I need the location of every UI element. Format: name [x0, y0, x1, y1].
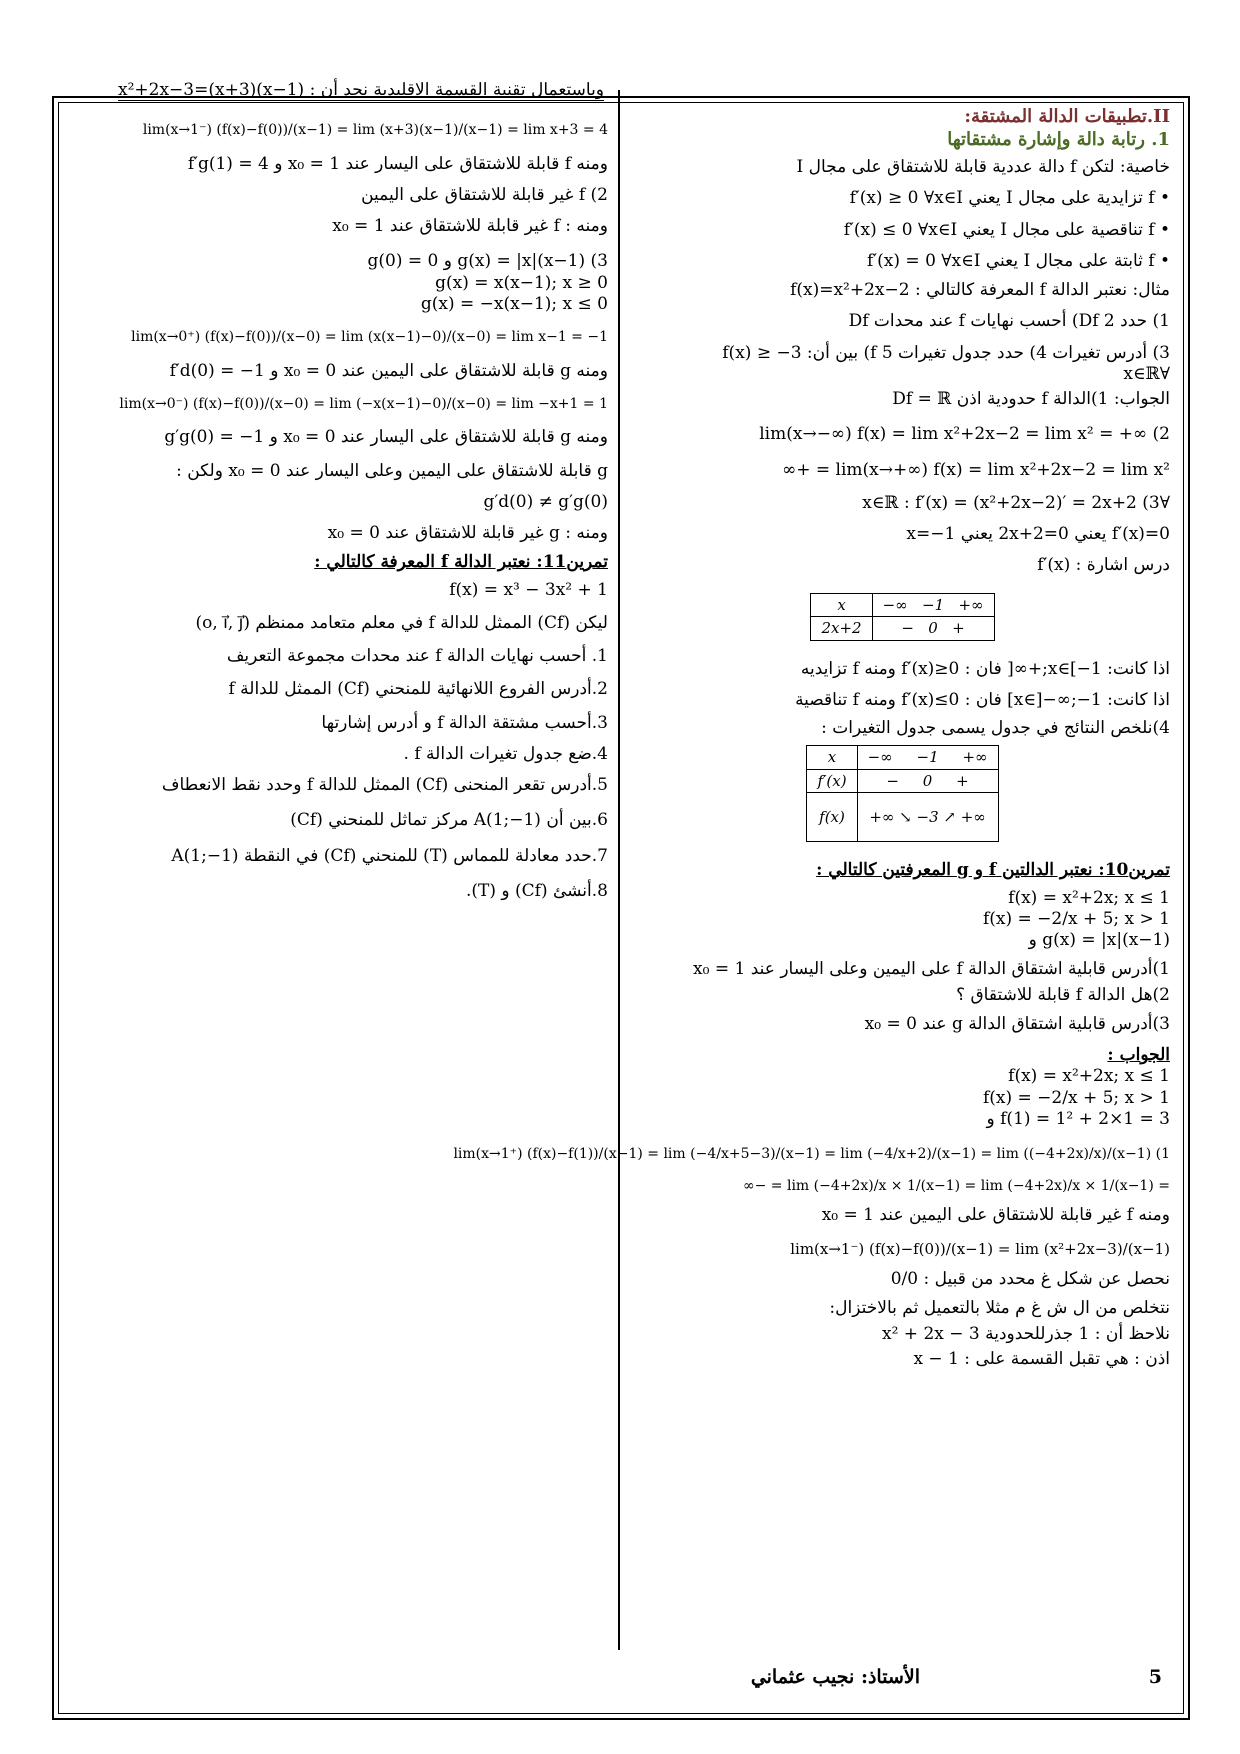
exercise-11-q1: 1. أحسب نهايات الدالة f عند محدات مجموعة التعريف: [226, 646, 608, 666]
exercise-11-q6: 6.بين أن A(1;−1) مركز تماثل للمنحني (Cf): [290, 810, 608, 831]
author-name: الأستاذ: نجيب عثماني: [750, 1666, 920, 1688]
indeterminate-form: نحصل عن شكل غ محدد من قبيل : 0/0: [890, 1269, 1170, 1289]
decreasing-conclusion: اذا كانت: x∈]−∞;−1] فان : f′(x)≤0 ومنه f تناقصية: [795, 690, 1170, 711]
left-conclusion-1: ومنه f قابلة للاشتقاق على اليسار عند 1 = x₀ و f′g(1) = 4: [187, 153, 608, 174]
variation-table-x-label: x: [807, 745, 857, 769]
limit-right-2: = lim (−4+2x)/x × 1/(x−1) = lim (−4+2x)/x × 1/(x−1) = −∞: [742, 1177, 1170, 1194]
left-conclusion-2: 2) f غير قابلة للاشتقاق على اليمين: [361, 184, 608, 205]
exercise-10-q2: 2)هل الدالة f قابلة للاشتقاق ؟: [956, 984, 1170, 1005]
g-piece-2: g(x) = −x(x−1); x ≤ 0: [420, 293, 608, 314]
exercise-10-q1: 1)أدرس قابلية اشتقاق الدالة f على اليمين وعلى اليسار عند x₀ = 1: [693, 959, 1170, 980]
variation-table-signs: − 0 +: [857, 769, 998, 793]
left-conclusion-5: ومنه g قابلة للاشتقاق على اليسار عند 0 = x₀ و g′g(0) = −1: [164, 427, 608, 448]
page-number: 5: [1148, 1666, 1162, 1688]
question-3-5-domain: ∀x∈ℝ: [1123, 363, 1170, 384]
exercise-11-curve: ليكن (Cf) الممثل للدالة f في معلم متعامد ممنظم (o, i⃗, j⃗): [195, 612, 608, 633]
left-conclusion-6b: g′d(0) ≠ g′g(0): [483, 491, 608, 512]
left-column: [88, 106, 608, 902]
division-note: اذن : هي تقبل القسمة على : x − 1: [913, 1348, 1170, 1369]
sign-table-expr: 2x+2: [811, 617, 872, 641]
bullet-increasing: • f تزايدية على مجال I يعني f′(x) ≥ 0 ∀x∈I: [635, 188, 1170, 209]
exercise-10-q3: 3)أدرس قابلية اشتقاق الدالة g عند x₀ = 0: [864, 1013, 1170, 1034]
left-limit-2: lim(x→0⁺) (f(x)−f(0))/(x−0) = lim (x(x−1)−0)/(x−0) = lim x−1 = −1: [131, 329, 608, 345]
exercise-11-q5: 5.أدرس تقعر المنحنى (Cf) الممثل للدالة f وحدد نقط الانعطاف: [161, 775, 608, 795]
g-piece-1: g(x) = x(x−1); x ≥ 0: [435, 272, 608, 293]
remove-indeterminate: نتخلص من ال ش غ م مثلا بالتعميل ثم بالاختزال:: [829, 1298, 1170, 1319]
not-differentiable-right: ومنه f غير قابلة للاشتقاق على اليمين عند x₀ = 1: [821, 1205, 1170, 1225]
left-conclusion-7: ومنه : g غير قابلة للاشتقاق عند x₀ = 0: [327, 523, 608, 543]
exercise-10-title: تمرين10: نعتبر الدالتين f و g المعرفتين كالتالي :: [816, 860, 1170, 881]
exercise-11-f: f(x) = x³ − 3x² + 1: [449, 579, 608, 600]
variation-table-fp-label: f′(x): [807, 769, 857, 793]
variation-table-x-values: −∞ −1 +∞: [857, 745, 998, 769]
derivative-zero: f′(x)=0 يعني 2x+2=0 يعني x=−1: [906, 524, 1170, 544]
root-note: نلاحظ أن : 1 جذرللحدودية x² + 2x − 3: [881, 1323, 1170, 1344]
answer-1: الجواب: 1)الدالة f حدودية اذن Df = ℝ: [892, 389, 1170, 409]
column-divider: [618, 90, 620, 1650]
limit-minus-inf: lim(x→−∞) f(x) = lim x²+2x−2 = lim x² = +∞ (2: [759, 424, 1170, 445]
exercise-11-q3: 3.أحسب مشتقة الدالة f و أدرس إشارتها: [321, 712, 608, 733]
answer-10-title: الجواب :: [1107, 1045, 1170, 1065]
exercise-11-q7: 7.حدد معادلة للمماس (T) للمنحني (Cf) في النقطة A(1;−1): [171, 845, 608, 866]
variation-table-fx-label: f(x): [807, 793, 857, 842]
answer-10-f-def-2: f(x) = −2/x + 5; x > 1: [982, 1087, 1170, 1108]
exercise-11-q4: 4.ضع جدول تغيرات الدالة f .: [403, 743, 608, 764]
bullet-constant: • f ثابتة على مجال I يعني f′(x) = 0 ∀x∈I: [635, 251, 1170, 272]
section-subtitle: 1. رتابة دالة وإشارة مشتقاتها: [947, 128, 1170, 150]
left-conclusion-6: g قابلة للاشتقاق على اليمين وعلى اليسار عند 0 = x₀ ولكن :: [176, 460, 608, 481]
sign-study: درس اشارة : f′(x): [1037, 555, 1170, 576]
variation-table-values: +∞ ↘ −3 ↗ +∞: [857, 793, 998, 842]
left-limit-3: lim(x→0⁻) (f(x)−f(0))/(x−0) = lim (−x(x−1)−0)/(x−0) = lim −x+1 = 1: [119, 395, 608, 412]
top-line: وباستعمال تقنية القسمة الاقليدية نجد أن : x²+2x−3=(x+3)(x−1): [118, 80, 605, 100]
left-conclusion-3: ومنه : f غير قابلة للاشتقاق عند x₀ = 1: [332, 216, 608, 236]
variation-table: [806, 745, 998, 843]
exercise-11-title: تمرين11: نعتبر الدالة f المعرفة كالتالي :: [314, 552, 608, 573]
example-text: مثال: نعتبر الدالة f المعرفة كالتالي : f(x)=x²+2x−2: [790, 280, 1170, 300]
section-title: II.تطبيقات الدالة المشتقة:: [964, 106, 1170, 127]
exercise-10-f-def-1: f(x) = x²+2x; x ≤ 1: [1008, 887, 1170, 908]
bullet-decreasing: • f تناقصية على مجال I يعني f′(x) ≤ 0 ∀x∈I: [635, 220, 1170, 241]
property-text: خاصية: لتكن f دالة عددية قابلة للاشتقاق على مجال I: [796, 157, 1170, 177]
derivative-line: ∀x∈ℝ : f′(x) = (x²+2x−2)′ = 2x+2 (3: [862, 492, 1170, 513]
answer-10-value: f(1) = 1² + 2×1 = 3 و: [986, 1108, 1170, 1129]
limit-right-1: lim(x→1⁺) (f(x)−f(1))/(x−1) = lim (−4/x+5−3)/(x−1) = lim (−4/x+2)/(x−1) = lim ((−4+2x)/x)/(x−1) (1: [453, 1146, 1170, 1162]
question-3-5: 3) أدرس تغيرات 4) حدد جدول تغيرات f 5) بين أن: f(x) ≥ −3: [722, 342, 1170, 363]
sign-table-x-label: x: [811, 593, 872, 617]
limit-left-1: lim(x→1⁻) (f(x)−f(0))/(x−1) = lim (x²+2x−3)/(x−1): [790, 1240, 1170, 1259]
sign-table-x-values: −∞ −1 +∞: [872, 593, 994, 617]
exercise-10-f-def-2: f(x) = −2/x + 5; x > 1: [982, 908, 1170, 929]
increasing-conclusion: اذا كانت: x∈[−1;+∞[ فان : f′(x)≥0 ومنه f تزايديه: [800, 659, 1170, 679]
g-definition: 3) g(x) = |x|(x−1) و g(0) = 0: [367, 251, 608, 272]
limit-plus-inf: lim(x→+∞) f(x) = lim x²+2x−2 = lim x² = +∞: [782, 459, 1170, 480]
exercise-10-g-def: g(x) = |x|(x−1) و: [1028, 930, 1170, 950]
question-1-2: 1) حدد Df 2) أحسب نهايات f عند محدات Df: [848, 311, 1170, 332]
sign-table: [810, 593, 994, 642]
answer-10-f-def-1: f(x) = x²+2x; x ≤ 1: [1008, 1066, 1170, 1087]
variation-table-intro: 4)نلخص النتائج في جدول يسمى جدول التغيرات :: [821, 717, 1170, 738]
exercise-11-q2: 2.أدرس الفروع اللانهائية للمنحني (Cf) الممثل للدالة f: [228, 679, 608, 700]
sign-table-signs: − 0 +: [872, 617, 994, 641]
exercise-11-q8: 8.أنشئ (Cf) و (T).: [465, 880, 608, 901]
left-limit-1: lim(x→1⁻) (f(x)−f(0))/(x−1) = lim (x+3)(x−1)/(x−1) = lim x+3 = 4: [142, 122, 608, 138]
left-conclusion-4: ومنه g قابلة للاشتقاق على اليمين عند 0 = x₀ و f′d(0) = −1: [169, 360, 608, 381]
